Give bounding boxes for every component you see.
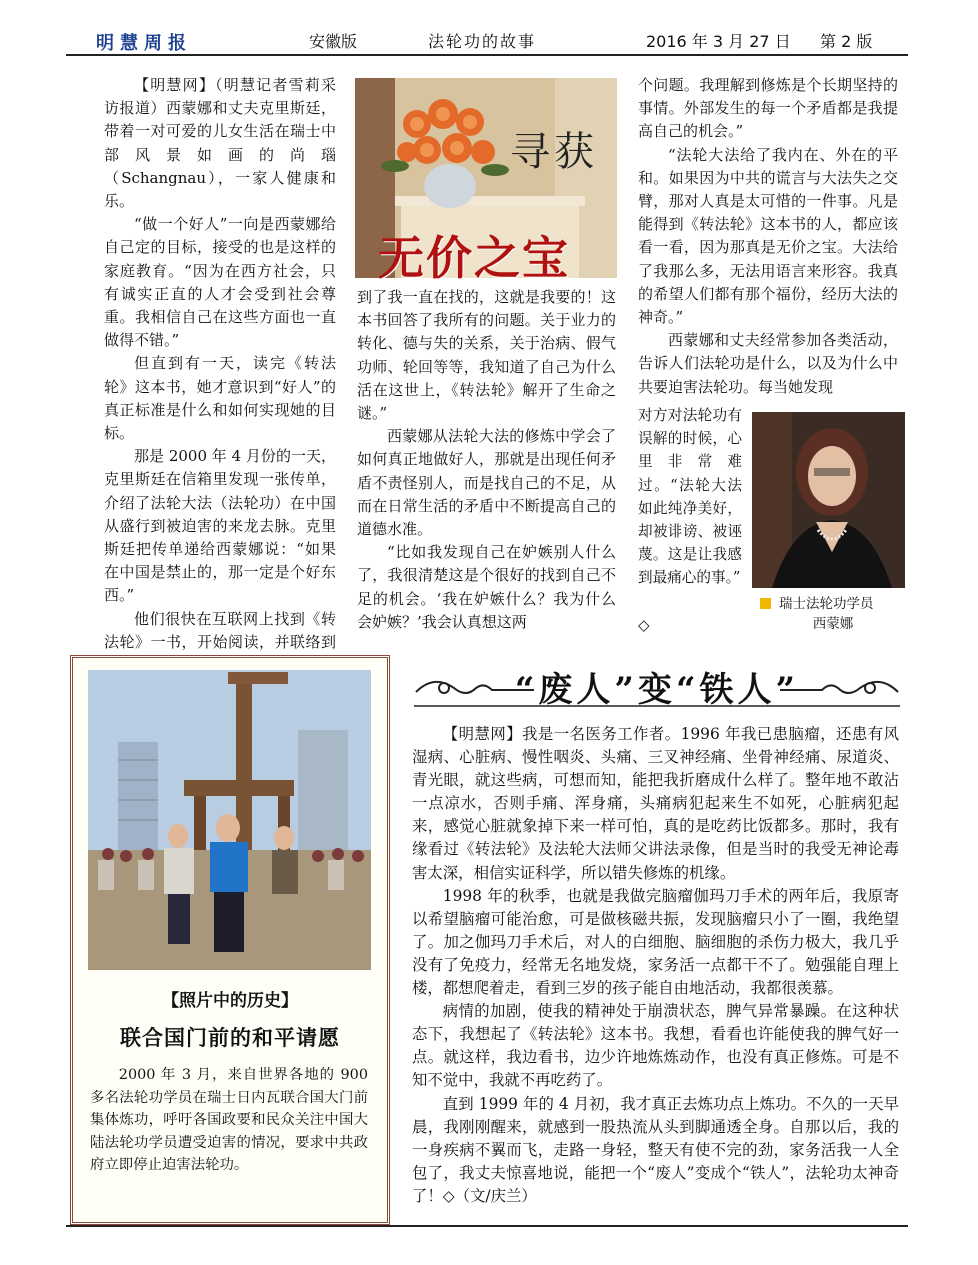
history-box-heading: 【照片中的历史】: [162, 991, 298, 1011]
article1-column-c: [638, 74, 898, 399]
un-plaza-illustration: [88, 670, 371, 970]
paragraph: 个问题。我理解到修炼是个长期坚持的事情。外部发生的每一个矛盾都是我提高自己的机会。”: [638, 76, 898, 141]
masthead: 明慧周报: [96, 33, 192, 54]
paragraph: 【明慧网】我是一名医务工作者。1996 年我已患脑瘤，还患有风湿病、心脏病、慢性咽炎、头痛、三叉神经痛、坐骨神经痛、尿道炎、青光眼，就这些病，可想而知，能把我折磨成什么样了。整年地不敢沾一点凉水，否则手痛、浑身痛，头痛病犯起来生不如死，心脏病犯起来，感觉心脏就象掉下来一样可怕，真的是吃药比饭都多。那时，我有缘看过《转法轮》及法轮大法师父讲法录像，但是当时的我受无神论毒害太深，相信实证科学，所以错失修炼的机缘。: [412, 725, 899, 882]
article1-title-part1: 寻获: [510, 129, 598, 175]
paragraph: 直到 1999 年的 4 月初，我才真正去炼功点上炼功。不久的一天早晨，我刚刚醒来，就感到一股热流从头到脚通透全身。自那以后，我的一身疾病不翼而飞，走路一身轻，整天有使不完的劲，家务活我一人全包了，我丈夫惊喜地说，能把一个“废人”变成个“铁人”，法轮功太神奇了！◇（文/庆兰）: [412, 1094, 899, 1205]
paragraph: 病情的加剧，使我的精神处于崩溃状态，脾气异常暴躁。在这种状态下，我想起了《转法轮》这本书。我想，看看也许能使我的脾气好一点。就这样，我边看书，边少许地炼炼动作，也没有真正修炼。可是不知不觉中，我就不再吃药了。: [412, 1002, 899, 1090]
paragraph: 西蒙娜和丈夫经常参加各类活动，告诉人们法轮功是什么，以及为什么中共要迫害法轮功。每当她发现: [638, 331, 898, 396]
article2-body: [412, 723, 899, 1208]
caption-line1: 瑞士法轮功学员: [779, 596, 874, 612]
portrait-illustration: [752, 412, 905, 588]
history-box-title: 联合国门前的和平请愿: [120, 1026, 340, 1050]
un-plaza-photo: [88, 670, 371, 970]
issue-date: 2016 年 3 月 27 日: [646, 32, 791, 51]
history-box-text: [90, 1064, 368, 1177]
article1-title-part2: 无价之宝: [378, 231, 570, 285]
article1-column-a: [104, 74, 336, 724]
paragraph: 1998 年的秋季，也就是我做完脑瘤伽玛刀手术的两年后，我原寄以希望脑瘤可能治愈，可是做核磁共振，发现脑瘤只小了一圈，我绝望了。加之伽玛刀手术后，对人的白细胞、脑细胞的杀伤力极大，我几乎没有了免疫力，经常无名地发烧，家务活一点都干不了。勉强能自理上楼，都想爬着走，看到三岁的孩子能自由地活动，我都很羡慕。: [412, 886, 899, 998]
footer-rule: [66, 1225, 908, 1227]
portrait-caption: [760, 594, 906, 634]
edition-label: 安徽版: [309, 32, 358, 51]
section-label: 法轮功的故事: [428, 32, 537, 51]
article2-title: “废人”变“铁人”: [514, 670, 800, 710]
paragraph: “做一个好人”一向是西蒙娜给自己定的目标，接受的也是这样的家庭教育。“因为在西方社会，只有诚实正直的人才会受到社会尊重。我相信自己在这些方面也一直做得不错。”: [104, 215, 336, 350]
paragraph: 但直到有一天，读完《转法轮》这本书，她才意识到“好人”的真正标准是什么和如何实现她的目标。: [104, 354, 336, 443]
paragraph: 【明慧网】（明慧记者雪莉采访报道）西蒙娜和丈夫克里斯廷，带着一对可爱的儿女生活在瑞士中部风景如画的尚瑙（Schangnau），一家人健康和乐。: [104, 76, 336, 211]
portrait-photo: [752, 412, 905, 588]
page-header: [66, 26, 908, 56]
page-number: 第 2 版: [820, 32, 873, 51]
article2-title-block: [414, 662, 900, 710]
paragraph: “法轮大法给了我内在、外在的平和。如果因为中共的谎言与大法失之交臂，那对人真是太可惜的一件事。凡是能得到《转法轮》这本书的人，都应该看一看，因为那真是无价之宝。大法给了我那么多，无法用语言来形容。我真的希望人们都有那个福份，经历大法的神奇。”: [638, 145, 898, 327]
caption-square-icon: [760, 598, 771, 609]
caption-line2: 西蒙娜: [812, 616, 854, 632]
article1-end-mark: ◇: [638, 616, 650, 634]
paragraph: 到了我一直在找的，这就是我要的！这本书回答了我所有的问题。关于业力的转化、德与失的关系，关于治病、假气功师、轮回等等，我知道了自己为什么活在这世上，《转法轮》解开了生命之谜。”: [357, 288, 616, 423]
paragraph: 西蒙娜从法轮大法的修炼中学会了如何真正地做好人，那就是出现任何矛盾不责怪别人，而是找自己的不足，从而在日常生活的矛盾中不断提高自己的道德水准。: [357, 427, 616, 539]
paragraph: “比如我发现自己在妒嫉别人什么了，我很清楚这是个很好的找到自己不足的机会。‘我在妒嫉什么？我为什么会妒嫉？’我会认真想这两: [357, 543, 616, 631]
article1-column-c-wrap: 对方对法轮功有误解的时候，心里非常难过。“法轮大法如此纯净美好，却被诽谤、被诬蔑。这是让我感到最痛心的事。”: [638, 407, 742, 587]
paragraph: 2000 年 3 月，来自世界各地的 900 多名法轮功学员在瑞士日内瓦联合国大门前集体炼功，呼吁各国政要和民众关注中国大陆法轮功学员遭受迫害的情况，要求中共政府立即停止迫害法轮功。: [90, 1067, 368, 1174]
article1-column-b: [357, 286, 616, 634]
paragraph: 那是 2000 年 4 月份的一天，克里斯廷在信箱里发现一张传单，介绍了法轮大法（法轮功）在中国从盛行到被迫害的来龙去脉。克里斯廷把传单递给西蒙娜说：“如果在中国是禁止的，那一定是个好东西。”: [104, 447, 336, 605]
paragraph: 他们很快在互联网上找到《转法轮》一书，开始阅读，并联络到: [104, 609, 336, 651]
